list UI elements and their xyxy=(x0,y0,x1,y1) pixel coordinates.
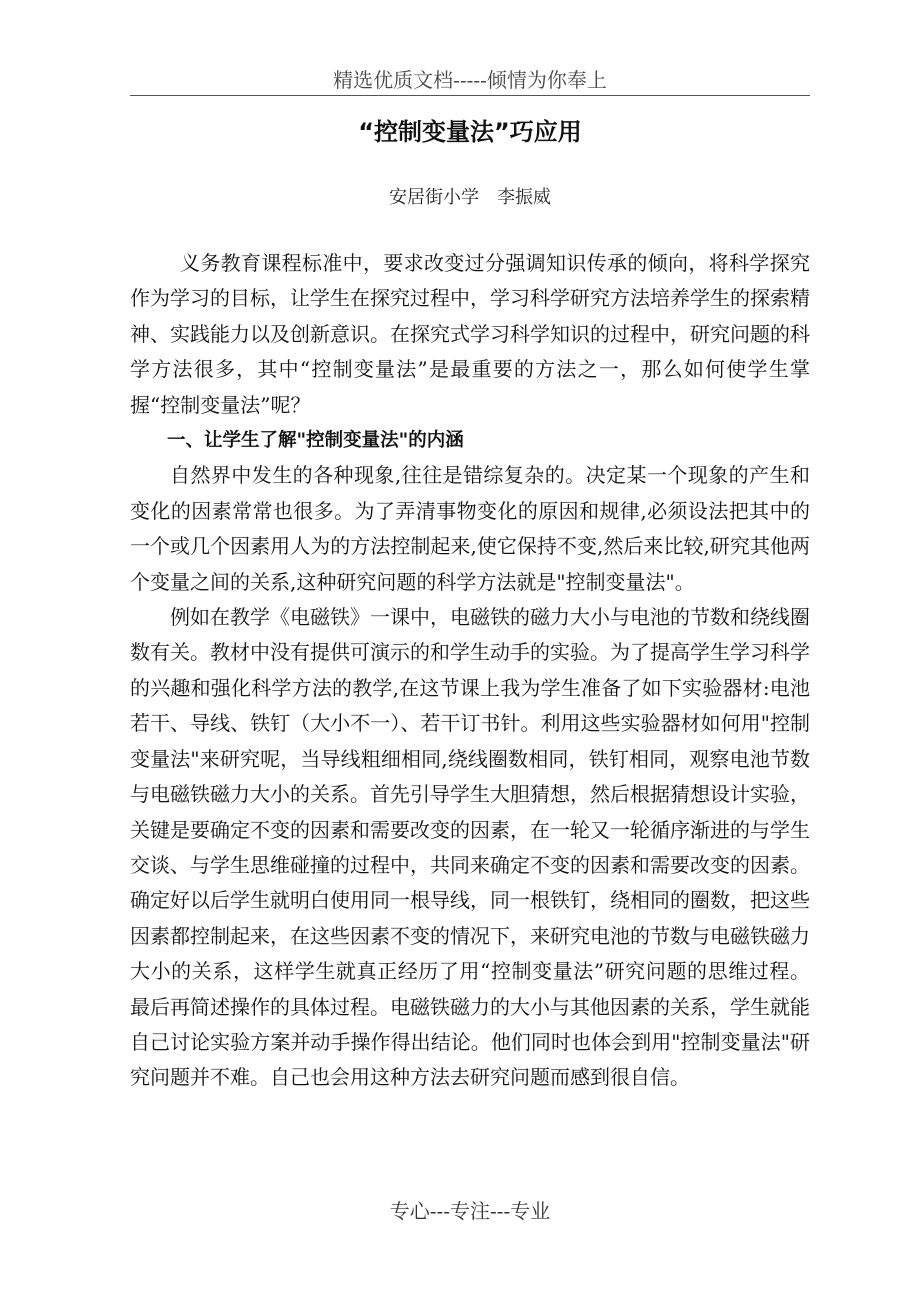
page-header: 精选优质文档-----倾情为你奉上 xyxy=(333,68,607,92)
author-line: 安居街小学 李振威 xyxy=(389,187,551,208)
body-paragraph: 例如在教学《电磁铁》一课中，电磁铁的磁力大小与电池的节数和绕线圈数有关。教材中没有提供可演示的和学生动手的实验。为了提高学生学习科学的兴趣和强化科学方法的教学,在这节课上我为学生准备了如下实验器材:电池若干、导线、铁钉（大小不一）、若干订书针。利用这些实验器材如何用"控制变量法"来研究呢，当导线粗细相同,绕线圈数相同，铁钉相同，观察电池节数与电磁铁磁力大小的关系。首先引导学生大胆猜想，然后根据猜想设计实验，关键是要确定不变的因素和需要改变的因素，在一轮又一轮循序渐进的与学生交谈、与学生思维碰撞的过程中，共同来确定不变的因素和需要改变的因素。确定好以后学生就明白使用同一根导线，同一根铁钉，绕相同的圈数，把这些因素都控制起来，在这些因素不变的情况下，来研究电池的节数与电磁铁磁力大小的关系，这样学生就真正经历了用“控制变量法”研究问题的思维过程。最后再简述操作的具体过程。电磁铁磁力的大小与其他因素的关系，学生就能自己讨论实验方案并动手操作得出结论。他们同时也体会到用"控制变量法"研究问题并不难。自己也会用这种方法去研究问题而感到很自信。 xyxy=(130,605,810,1090)
intro-paragraph: 义务教育课程标准中，要求改变过分强调知识传承的倾向，将科学探究作为学习的目标，让学生在探究过程中，学习科学研究方法培养学生的探索精神、实践能力以及创新意识。在探究式学习科学知识的过程中，研究问题的科学方法很多，其中“控制变量法”是最重要的方法之一，那么如何使学生掌握“控制变量法”呢？ xyxy=(130,251,810,417)
document-body xyxy=(130,246,810,1096)
section-heading: 一、让学生了解"控制变量法"的内涵 xyxy=(167,430,464,452)
page-footer: 专心---专注---专业 xyxy=(389,1199,551,1223)
document-title: “控制变量法”巧应用 xyxy=(358,118,582,146)
body-paragraph: 自然界中发生的各种现象,往往是错综复杂的。决定某一个现象的产生和变化的因素常常也很多。为了弄清事物变化的原因和规律,必须设法把其中的一个或几个因素用人为的方法控制起来,使它保持不变,然后来比较,研究其他两个变量之间的关系,这种研究问题的科学方法就是"控制变量法"。 xyxy=(130,463,810,594)
header-divider xyxy=(130,95,810,96)
